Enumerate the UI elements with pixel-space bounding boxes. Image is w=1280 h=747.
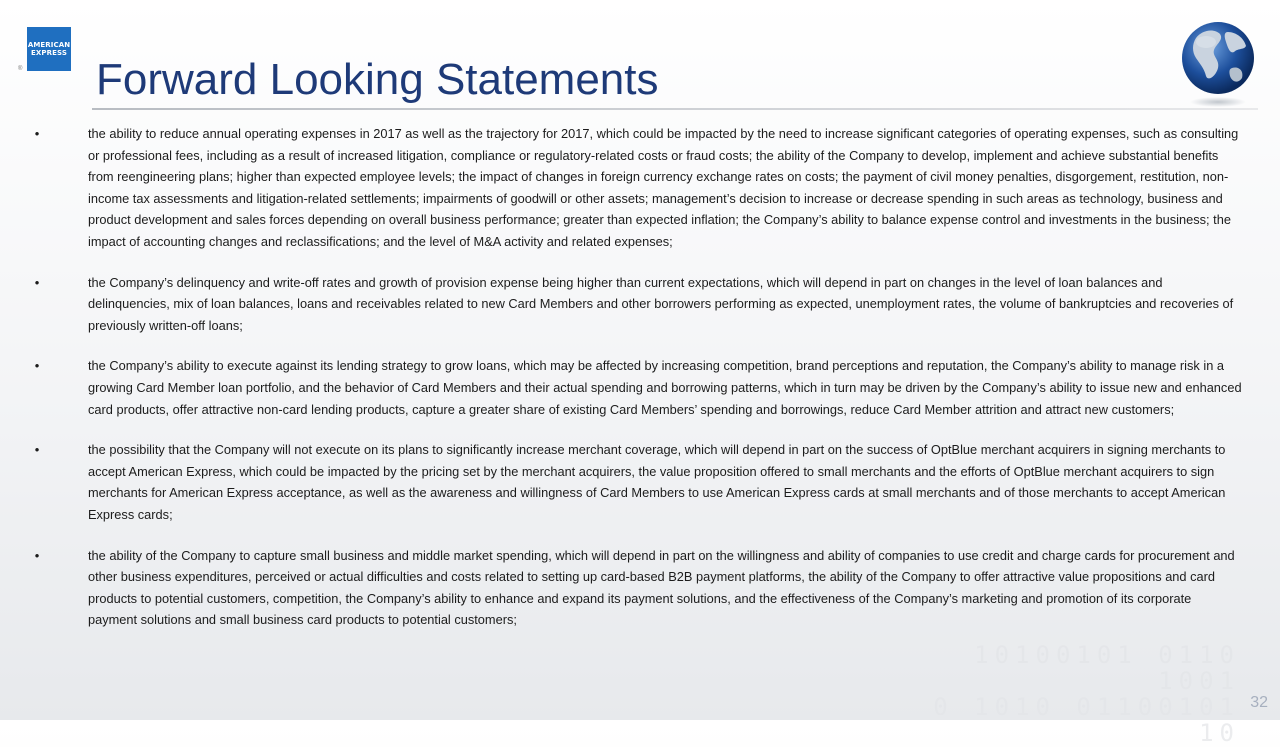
bullet-dot-icon: • bbox=[34, 126, 40, 141]
bullet-text: the Company’s ability to execute against its lending strategy to grow loans, which may be affected by increasing competition, brand perceptions and reputation, the Company’s ability to manage risk in a growing Card Member loan portfolio, and the behavior of Card Members and their actual spending and borrowing patterns, which in turn may be driven by the Company’s ability to issue new and enhanced card products, offer attractive non-card lending products, capture a greater share of existing Card Members’ spending and borrowings, reduce Card Member attrition and attract new customers; bbox=[88, 358, 1242, 417]
bullet-dot-icon: • bbox=[34, 358, 40, 374]
title-divider bbox=[92, 108, 1258, 110]
logo-text-line1: AMERICAN bbox=[27, 41, 71, 49]
binary-watermark-icon: 10100101 0110 1001 0 1010 01100101 10 bbox=[933, 641, 1240, 747]
list-item bbox=[32, 123, 1242, 253]
bullet-dot-icon: • bbox=[34, 442, 40, 458]
bullet-text: the ability of the Company to capture small business and middle market spending, which will depend in part on the willingness and ability of companies to use credit and charge cards for procurement and other business expenditures, perceived or actual difficulties and costs related to setting up card-based B2B payment platforms, the ability of the Company to offer attractive value propositions and card products to potential customers, competition, the Company’s ability to enhance and expand its payment solutions, and the effectiveness of the Company’s marketing and promotion of its corporate payment solutions and small business card products to potential customers; bbox=[88, 547, 1235, 628]
bullet-dot-icon: • bbox=[34, 274, 40, 290]
bullet-text: the ability to reduce annual operating expenses in 2017 as well as the trajectory for 2017, which could be impacted by the need to increase significant categories of operating expenses, such as consulting or professional fees, including as a result of increased litigation, compliance or regulatory-related costs or fraud costs; the ability of the Company to develop, implement and achieve substantial benefits from reengineering plans; higher than expected employee levels; the impact of changes in foreign currency exchange rates on costs; the payment of civil money penalties, disgorgement, restitution, non-income tax assessments and litigation-related settlements; impairments of goodwill or other assets; management’s decision to increase or decrease spending in such areas as technology, business and product development and sales forces depending on overall business performance; greater than expected inflation; the Company’s ability to balance expense control and investments in the business; the impact of accounting changes and reclassifications; and the level of M&A activity and related expenses; bbox=[88, 126, 1239, 249]
globe-icon bbox=[1178, 18, 1258, 108]
logo-text-line2: EXPRESS bbox=[31, 49, 67, 57]
bullet-text: the possibility that the Company will not execute on its plans to significantly increase merchant coverage, which will depend in part on the success of OptBlue merchant acquirers in signing merchants to accept American Express, which could be impacted by the pricing set by the merchant acquirers, the value proposition offered to small merchants and the efforts of OptBlue merchant acquirers to sign merchants for American Express acceptance, as well as the awareness and willingness of Card Members to use American Express cards at small merchants and of those merchants to accept American Express cards; bbox=[88, 442, 1226, 522]
list-item bbox=[32, 272, 1242, 337]
forward-looking-statements-list bbox=[32, 123, 1242, 650]
list-item bbox=[32, 545, 1242, 631]
bullet-dot-icon: • bbox=[34, 547, 40, 563]
slide-title: Forward Looking Statements bbox=[96, 55, 659, 104]
list-item bbox=[32, 355, 1242, 420]
bullet-text: the Company’s delinquency and write-off rates and growth of provision expense being higher than current expectations, which will depend in part on changes in the level of loan balances and delinquencies, mix of loan balances, loans and receivables related to new Card Members and other borrowers performing as expected, unemployment rates, the volume of bankruptcies and recoveries of previously written-off loans; bbox=[88, 274, 1234, 333]
registered-mark: ® bbox=[18, 66, 23, 72]
page-number: 32 bbox=[1250, 694, 1268, 711]
american-express-logo bbox=[27, 27, 71, 71]
list-item bbox=[32, 439, 1242, 525]
